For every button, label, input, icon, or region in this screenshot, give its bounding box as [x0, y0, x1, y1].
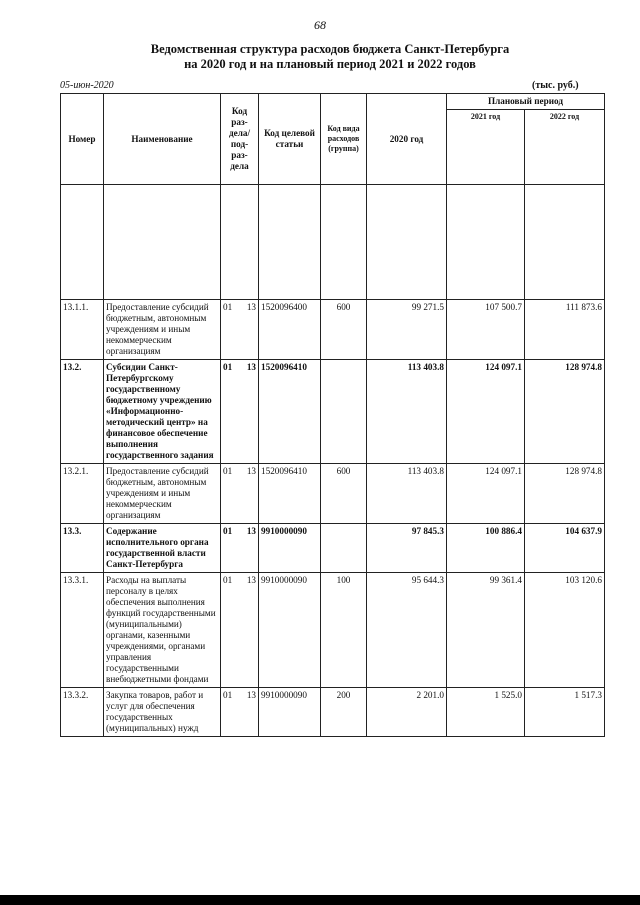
row-section-code-prz: 13 — [246, 575, 256, 585]
row-section-code-prz: 13 — [246, 466, 256, 476]
header-2021: 2021 год — [447, 110, 525, 185]
row-target-code: 1520096410 — [259, 360, 321, 464]
header-expense-type: Код вида расходов (группа) — [321, 94, 367, 185]
row-number: 13.3. — [61, 524, 104, 573]
row-value-2021: 124 097.1 — [447, 360, 525, 464]
row-section-code — [221, 688, 259, 737]
row-section-code-rz: 01 — [223, 362, 233, 372]
table-row — [61, 524, 605, 573]
row-value-2022: 104 637.9 — [525, 524, 605, 573]
row-value-2021: 100 886.4 — [447, 524, 525, 573]
title-line-1: Ведомственная структура расходов бюджета Санкт-Петербурга — [150, 42, 510, 56]
budget-table — [60, 93, 605, 737]
row-value-2022: 111 873.6 — [525, 300, 605, 360]
row-section-code-rz: 01 — [223, 466, 233, 476]
row-name: Закупка товаров, работ и услуг для обеспечения государственных (муниципальных) нужд — [104, 688, 221, 737]
title-line-2: на 2020 год и на плановый период 2021 и 2022 годов — [184, 57, 476, 71]
row-target-code: 1520096410 — [259, 464, 321, 524]
table-row — [61, 573, 605, 688]
row-expense-type: 200 — [321, 688, 367, 737]
row-section-code-prz: 13 — [246, 302, 256, 312]
row-number: 13.1.1. — [61, 300, 104, 360]
header-section: Код раз-дела/ под-раз-дела — [221, 94, 259, 185]
row-value-2020: 113 403.8 — [367, 464, 447, 524]
header-2020: 2020 год — [367, 94, 447, 185]
row-section-code — [221, 524, 259, 573]
row-section-code-prz: 13 — [246, 690, 256, 700]
row-value-2020: 113 403.8 — [367, 360, 447, 464]
row-section-code-rz: 01 — [223, 302, 233, 312]
header-2022: 2022 год — [525, 110, 605, 185]
row-section-code — [221, 360, 259, 464]
table-body — [61, 300, 605, 737]
row-section-code — [221, 300, 259, 360]
row-name: Предоставление субсидий бюджетным, автономным учреждениям и иным некоммерческим организациям — [104, 464, 221, 524]
row-value-2020: 97 845.3 — [367, 524, 447, 573]
row-target-code: 9910000090 — [259, 524, 321, 573]
scan-bottom-edge — [0, 895, 640, 905]
header-number: Номер — [61, 94, 104, 185]
document-date: 05-июн-2020 — [60, 80, 114, 91]
row-section-code-prz: 13 — [246, 362, 256, 372]
row-value-2020: 2 201.0 — [367, 688, 447, 737]
table-header — [61, 94, 605, 300]
row-section-code-rz: 01 — [223, 690, 233, 700]
row-number: 13.3.2. — [61, 688, 104, 737]
row-expense-type — [321, 360, 367, 464]
row-expense-type: 600 — [321, 464, 367, 524]
row-value-2021: 124 097.1 — [447, 464, 525, 524]
row-section-code-prz: 13 — [246, 526, 256, 536]
row-value-2020: 95 644.3 — [367, 573, 447, 688]
row-value-2021: 99 361.4 — [447, 573, 525, 688]
row-name: Предоставление субсидий бюджетным, автономным учреждениям и иным некоммерческим организациям — [104, 300, 221, 360]
page-number: 68 — [314, 18, 326, 32]
table-row — [61, 688, 605, 737]
table-row — [61, 300, 605, 360]
row-value-2020: 99 271.5 — [367, 300, 447, 360]
table-row — [61, 464, 605, 524]
row-value-2022: 1 517.3 — [525, 688, 605, 737]
row-target-code: 1520096400 — [259, 300, 321, 360]
header-name: Наименование — [104, 94, 221, 185]
row-value-2022: 128 974.8 — [525, 360, 605, 464]
row-section-code — [221, 464, 259, 524]
row-number: 13.2. — [61, 360, 104, 464]
row-number: 13.2.1. — [61, 464, 104, 524]
row-name: Расходы на выплаты персоналу в целях обеспечения выполнения функций государственными (муниципальными) органами, казенными учреждениями, органами управления государственными внебюджетными фондами — [104, 573, 221, 688]
row-value-2022: 103 120.6 — [525, 573, 605, 688]
row-number: 13.3.1. — [61, 573, 104, 688]
row-section-code-rz: 01 — [223, 575, 233, 585]
blank-spacer-row — [61, 185, 605, 300]
document-title — [60, 42, 600, 72]
header-target: Код целевой статьи — [259, 94, 321, 185]
row-value-2022: 128 974.8 — [525, 464, 605, 524]
row-value-2021: 107 500.7 — [447, 300, 525, 360]
row-name: Содержание исполнительного органа государственной власти Санкт-Петербурга — [104, 524, 221, 573]
row-target-code: 9910000090 — [259, 573, 321, 688]
row-section-code — [221, 573, 259, 688]
row-expense-type: 100 — [321, 573, 367, 688]
row-expense-type — [321, 524, 367, 573]
table-row — [61, 360, 605, 464]
row-expense-type: 600 — [321, 300, 367, 360]
row-value-2021: 1 525.0 — [447, 688, 525, 737]
row-target-code: 9910000090 — [259, 688, 321, 737]
row-section-code-rz: 01 — [223, 526, 233, 536]
header-planned-period: Плановый период — [447, 94, 605, 110]
row-name: Субсидии Санкт-Петербургскому государственному бюджетному учреждению «Информационно-методический центр» на финансовое обеспечение выполнения государственного задания — [104, 360, 221, 464]
units-label: (тыс. руб.) — [532, 80, 579, 91]
